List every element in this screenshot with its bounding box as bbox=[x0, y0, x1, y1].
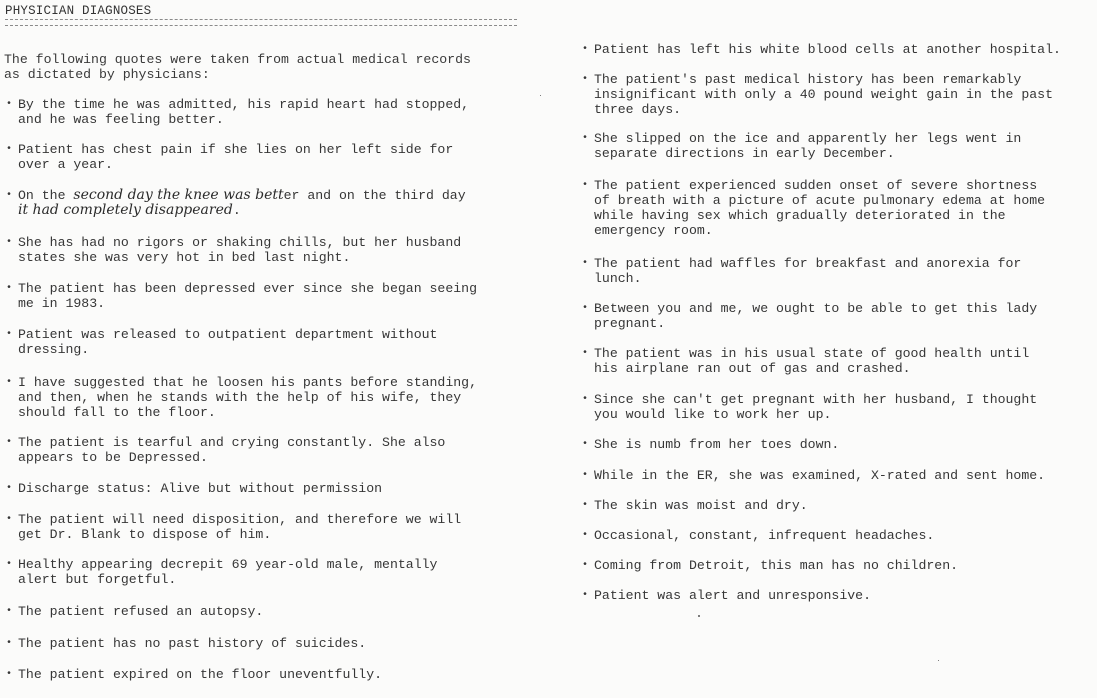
quote-item bbox=[582, 42, 1061, 57]
quote-text: The patient was in his usual state of good health until his airplane ran out of gas and crashed. bbox=[594, 346, 1030, 376]
bullet-icon: • bbox=[6, 283, 13, 294]
bullet-icon: • bbox=[6, 669, 13, 680]
quote-text: The skin was moist and dry. bbox=[594, 498, 808, 513]
bullet-icon: • bbox=[582, 44, 589, 55]
quote-text: Patient has chest pain if she lies on her left side for over a year. bbox=[18, 142, 454, 172]
scan-speck bbox=[698, 615, 700, 617]
quote-text: The patient is tearful and crying constantly. She also appears to be Depressed. bbox=[18, 435, 446, 465]
page-title: PHYSICIAN DIAGNOSES bbox=[5, 4, 152, 18]
quote-item bbox=[6, 636, 367, 651]
bullet-icon: • bbox=[582, 439, 589, 450]
bullet-icon: • bbox=[582, 590, 589, 601]
bullet-icon: • bbox=[6, 514, 13, 525]
bullet-icon: • bbox=[6, 99, 13, 110]
bullet-icon: • bbox=[6, 483, 13, 494]
quote-item bbox=[6, 327, 438, 357]
quote-text: While in the ER, she was examined, X-rated and sent home. bbox=[594, 468, 1046, 483]
handwritten-text: second day the knee was bett bbox=[73, 187, 284, 203]
quote-text: The patient has no past history of suicides. bbox=[18, 636, 367, 651]
bullet-icon: • bbox=[6, 437, 13, 448]
quote-text: The patient had waffles for breakfast and anorexia for lunch. bbox=[594, 256, 1022, 286]
quote-item bbox=[582, 528, 935, 543]
quote-text: She has had no rigors or shaking chills, but her husband states she was very hot in bed last night. bbox=[18, 235, 462, 265]
quote-item bbox=[582, 588, 871, 603]
bullet-icon: • bbox=[6, 559, 13, 570]
bullet-icon: • bbox=[6, 144, 13, 155]
quote-item-handwritten bbox=[6, 187, 466, 218]
bullet-icon: • bbox=[582, 500, 589, 511]
scan-speck bbox=[540, 95, 541, 96]
bullet-icon: • bbox=[582, 180, 589, 191]
quote-item bbox=[6, 435, 446, 465]
quote-item bbox=[582, 72, 1053, 117]
quote-text: The patient expired on the floor uneventfully. bbox=[18, 667, 383, 682]
quote-text-typed: er and on the third day bbox=[283, 188, 466, 203]
quote-text: Coming from Detroit, this man has no children. bbox=[594, 558, 959, 573]
quote-text: I have suggested that he loosen his pants before standing, and then, when he stands with the help of his wife, they should fall to the floor. bbox=[18, 375, 477, 420]
quote-text: Patient was alert and unresponsive. bbox=[594, 588, 871, 603]
quote-text: Patient was released to outpatient department without dressing. bbox=[18, 327, 438, 357]
bullet-icon: • bbox=[582, 133, 589, 144]
quote-item bbox=[582, 468, 1046, 483]
quote-item bbox=[6, 97, 470, 127]
scan-speck bbox=[938, 660, 939, 661]
quote-item bbox=[582, 256, 1022, 286]
quote-item bbox=[6, 281, 477, 311]
quote-text: Between you and me, we ought to be able to get this lady pregnant. bbox=[594, 301, 1038, 331]
handwritten-text: it had completely disappeared bbox=[18, 202, 233, 218]
quote-item bbox=[582, 392, 1038, 422]
quote-text: The patient has been depressed ever since she began seeing me in 1983. bbox=[18, 281, 477, 311]
quote-item bbox=[6, 375, 477, 420]
intro-paragraph: The following quotes were taken from actual medical records as dictated by physicians: bbox=[4, 52, 471, 82]
quote-text: Since she can't get pregnant with her husband, I thought you would like to work her up. bbox=[594, 392, 1038, 422]
bullet-icon: • bbox=[6, 377, 13, 388]
bullet-icon: • bbox=[6, 638, 13, 649]
quote-item bbox=[582, 301, 1038, 331]
quote-text-typed: . bbox=[232, 203, 241, 218]
quote-text: Occasional, constant, infrequent headaches. bbox=[594, 528, 935, 543]
bullet-icon: • bbox=[6, 329, 13, 340]
quote-item bbox=[6, 142, 454, 172]
quote-text: Healthy appearing decrepit 69 year-old male, mentally alert but forgetful. bbox=[18, 557, 438, 587]
title-double-underline bbox=[5, 19, 517, 26]
bullet-icon: • bbox=[582, 303, 589, 314]
bullet-icon: • bbox=[582, 258, 589, 269]
bullet-icon: • bbox=[6, 606, 13, 617]
quote-item bbox=[6, 512, 462, 542]
quote-item bbox=[6, 557, 438, 587]
quote-item bbox=[6, 667, 383, 682]
quote-text: The patient's past medical history has been remarkably insignificant with only a 40 pound weight gain in the past three days. bbox=[594, 72, 1053, 117]
quote-text: Patient has left his white blood cells at another hospital. bbox=[594, 42, 1061, 57]
quote-text-typed: On the bbox=[18, 188, 74, 203]
bullet-icon: • bbox=[582, 394, 589, 405]
quote-item bbox=[582, 437, 840, 452]
bullet-icon: • bbox=[582, 74, 589, 85]
quote-item bbox=[6, 604, 264, 619]
bullet-icon: • bbox=[582, 530, 589, 541]
quote-text: The patient will need disposition, and therefore we will get Dr. Blank to dispose of him. bbox=[18, 512, 462, 542]
quote-item bbox=[582, 346, 1030, 376]
quote-item bbox=[6, 481, 383, 496]
bullet-icon: • bbox=[6, 237, 13, 248]
quote-text: The patient refused an autopsy. bbox=[18, 604, 264, 619]
quote-item bbox=[582, 131, 1022, 161]
quote-text: Discharge status: Alive but without permission bbox=[18, 481, 383, 496]
quote-text: She slipped on the ice and apparently her legs went in separate directions in early December. bbox=[594, 131, 1022, 161]
quote-item bbox=[582, 178, 1046, 238]
bullet-icon: • bbox=[582, 470, 589, 481]
bullet-icon: • bbox=[582, 560, 589, 571]
quote-item bbox=[582, 558, 959, 573]
quote-item bbox=[582, 498, 808, 513]
quote-item bbox=[6, 235, 462, 265]
quote-text: She is numb from her toes down. bbox=[594, 437, 840, 452]
bullet-icon: • bbox=[582, 348, 589, 359]
quote-text: The patient experienced sudden onset of severe shortness of breath with a picture of acute pulmonary edema at home while having sex which gradually deteriorated in the emergency room. bbox=[594, 178, 1046, 238]
bullet-icon: • bbox=[6, 190, 13, 201]
quote-text: By the time he was admitted, his rapid heart had stopped, and he was feeling better. bbox=[18, 97, 470, 127]
